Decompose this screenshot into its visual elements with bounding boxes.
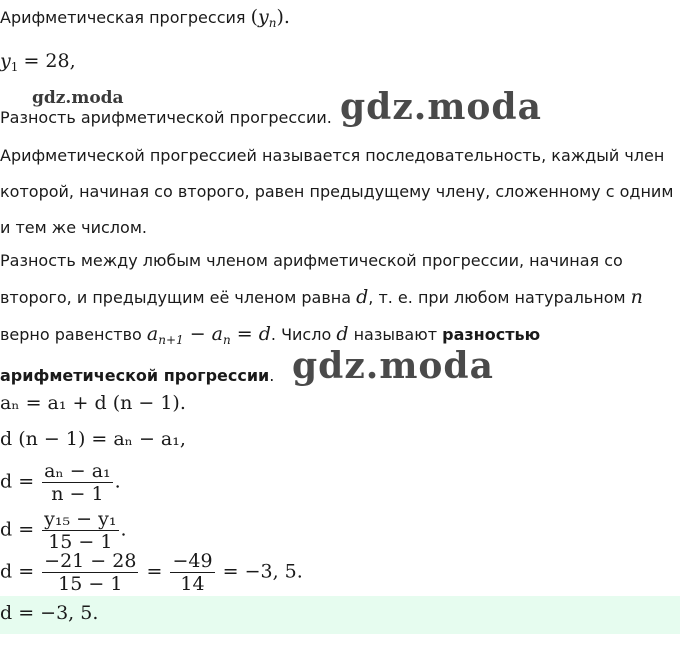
diff-part1: Разность между любым членом арифметической прогрессии, начиная со второго, и предыдущим её членом равна — [0, 251, 623, 307]
diff-bold-term: разностью арифметической прогрессии — [0, 325, 541, 385]
f4-denominator: 15 − 1 — [42, 530, 118, 553]
given-value: = 28, — [23, 50, 76, 72]
f5-fraction-1 — [42, 550, 138, 595]
diff-part5: называют — [348, 325, 443, 344]
equality-formula: $a_{n+1} - a_n = d$ — [146, 323, 271, 347]
heading-difference: Разность арифметической прогрессии. — [0, 108, 332, 127]
watermark-small: gdz.moda — [32, 88, 124, 108]
difference-paragraph — [0, 243, 676, 394]
f5-rhs: = −3, 5. — [222, 560, 303, 583]
title-line: Арифметическая прогрессия $(y_n)$. — [0, 6, 290, 30]
diff-d-2: d — [336, 323, 349, 345]
definition-paragraph: Арифметической прогрессией называется последовательность, каждый член которой, начиная со второго, равен предыдущему члену, сложенному с одним и тем же числом. — [0, 146, 674, 237]
diff-end: . — [269, 366, 275, 385]
formula-d-specific: d = $\frac{\text{y₁₅ − y₁}}{15 - 1}$ . — [0, 508, 127, 553]
given-var: y — [0, 50, 11, 72]
diff-part3: верно равенство — [0, 325, 147, 344]
watermark-big-1: gdz.moda — [340, 86, 542, 128]
title-text: Арифметическая прогрессия — [0, 8, 246, 27]
answer-line: d = −3, 5. — [0, 602, 99, 624]
formula-rearranged: d (n − 1) = aₙ − a₁, — [0, 428, 186, 450]
diff-n: n — [630, 286, 643, 308]
f4-fraction — [42, 508, 118, 553]
f4-numerator: y₁₅ − y₁ — [44, 508, 117, 530]
answer-highlight — [0, 596, 680, 634]
f3-numerator: aₙ − a₁ — [44, 460, 111, 482]
seq-symbol: y — [258, 6, 269, 28]
f5-numerator-2: −49 — [172, 550, 213, 572]
f5-lhs: d = — [0, 560, 35, 583]
given-line — [0, 50, 76, 74]
formula-general-term: aₙ = a₁ + d (n − 1). — [0, 392, 186, 414]
f4-lhs: d = — [0, 518, 35, 541]
diff-part2: , т. е. при любом натуральном — [368, 288, 631, 307]
watermark-big-2: gdz.moda — [292, 345, 494, 387]
f5-fraction-2 — [170, 550, 214, 595]
diff-part4: . Число — [270, 325, 337, 344]
seq-index: n — [268, 16, 277, 30]
formula-d-general: d = $\frac{\text{aₙ − a₁}}{n - 1}$ . — [0, 460, 121, 505]
given-index: 1 — [10, 60, 19, 74]
formula-d-computed: d = $\frac{-21 - 28}{15 - 1}$ = $\frac{-49}{14}$ = −3, 5. — [0, 550, 303, 595]
f3-denominator: n − 1 — [42, 482, 113, 505]
f3-fraction — [42, 460, 113, 505]
f5-numerator-1: −21 − 28 — [44, 550, 137, 572]
diff-d: d — [356, 286, 369, 308]
f5-denominator-2: 14 — [170, 572, 214, 595]
f5-denominator-1: 15 − 1 — [42, 572, 138, 595]
f3-lhs: d = — [0, 470, 35, 493]
